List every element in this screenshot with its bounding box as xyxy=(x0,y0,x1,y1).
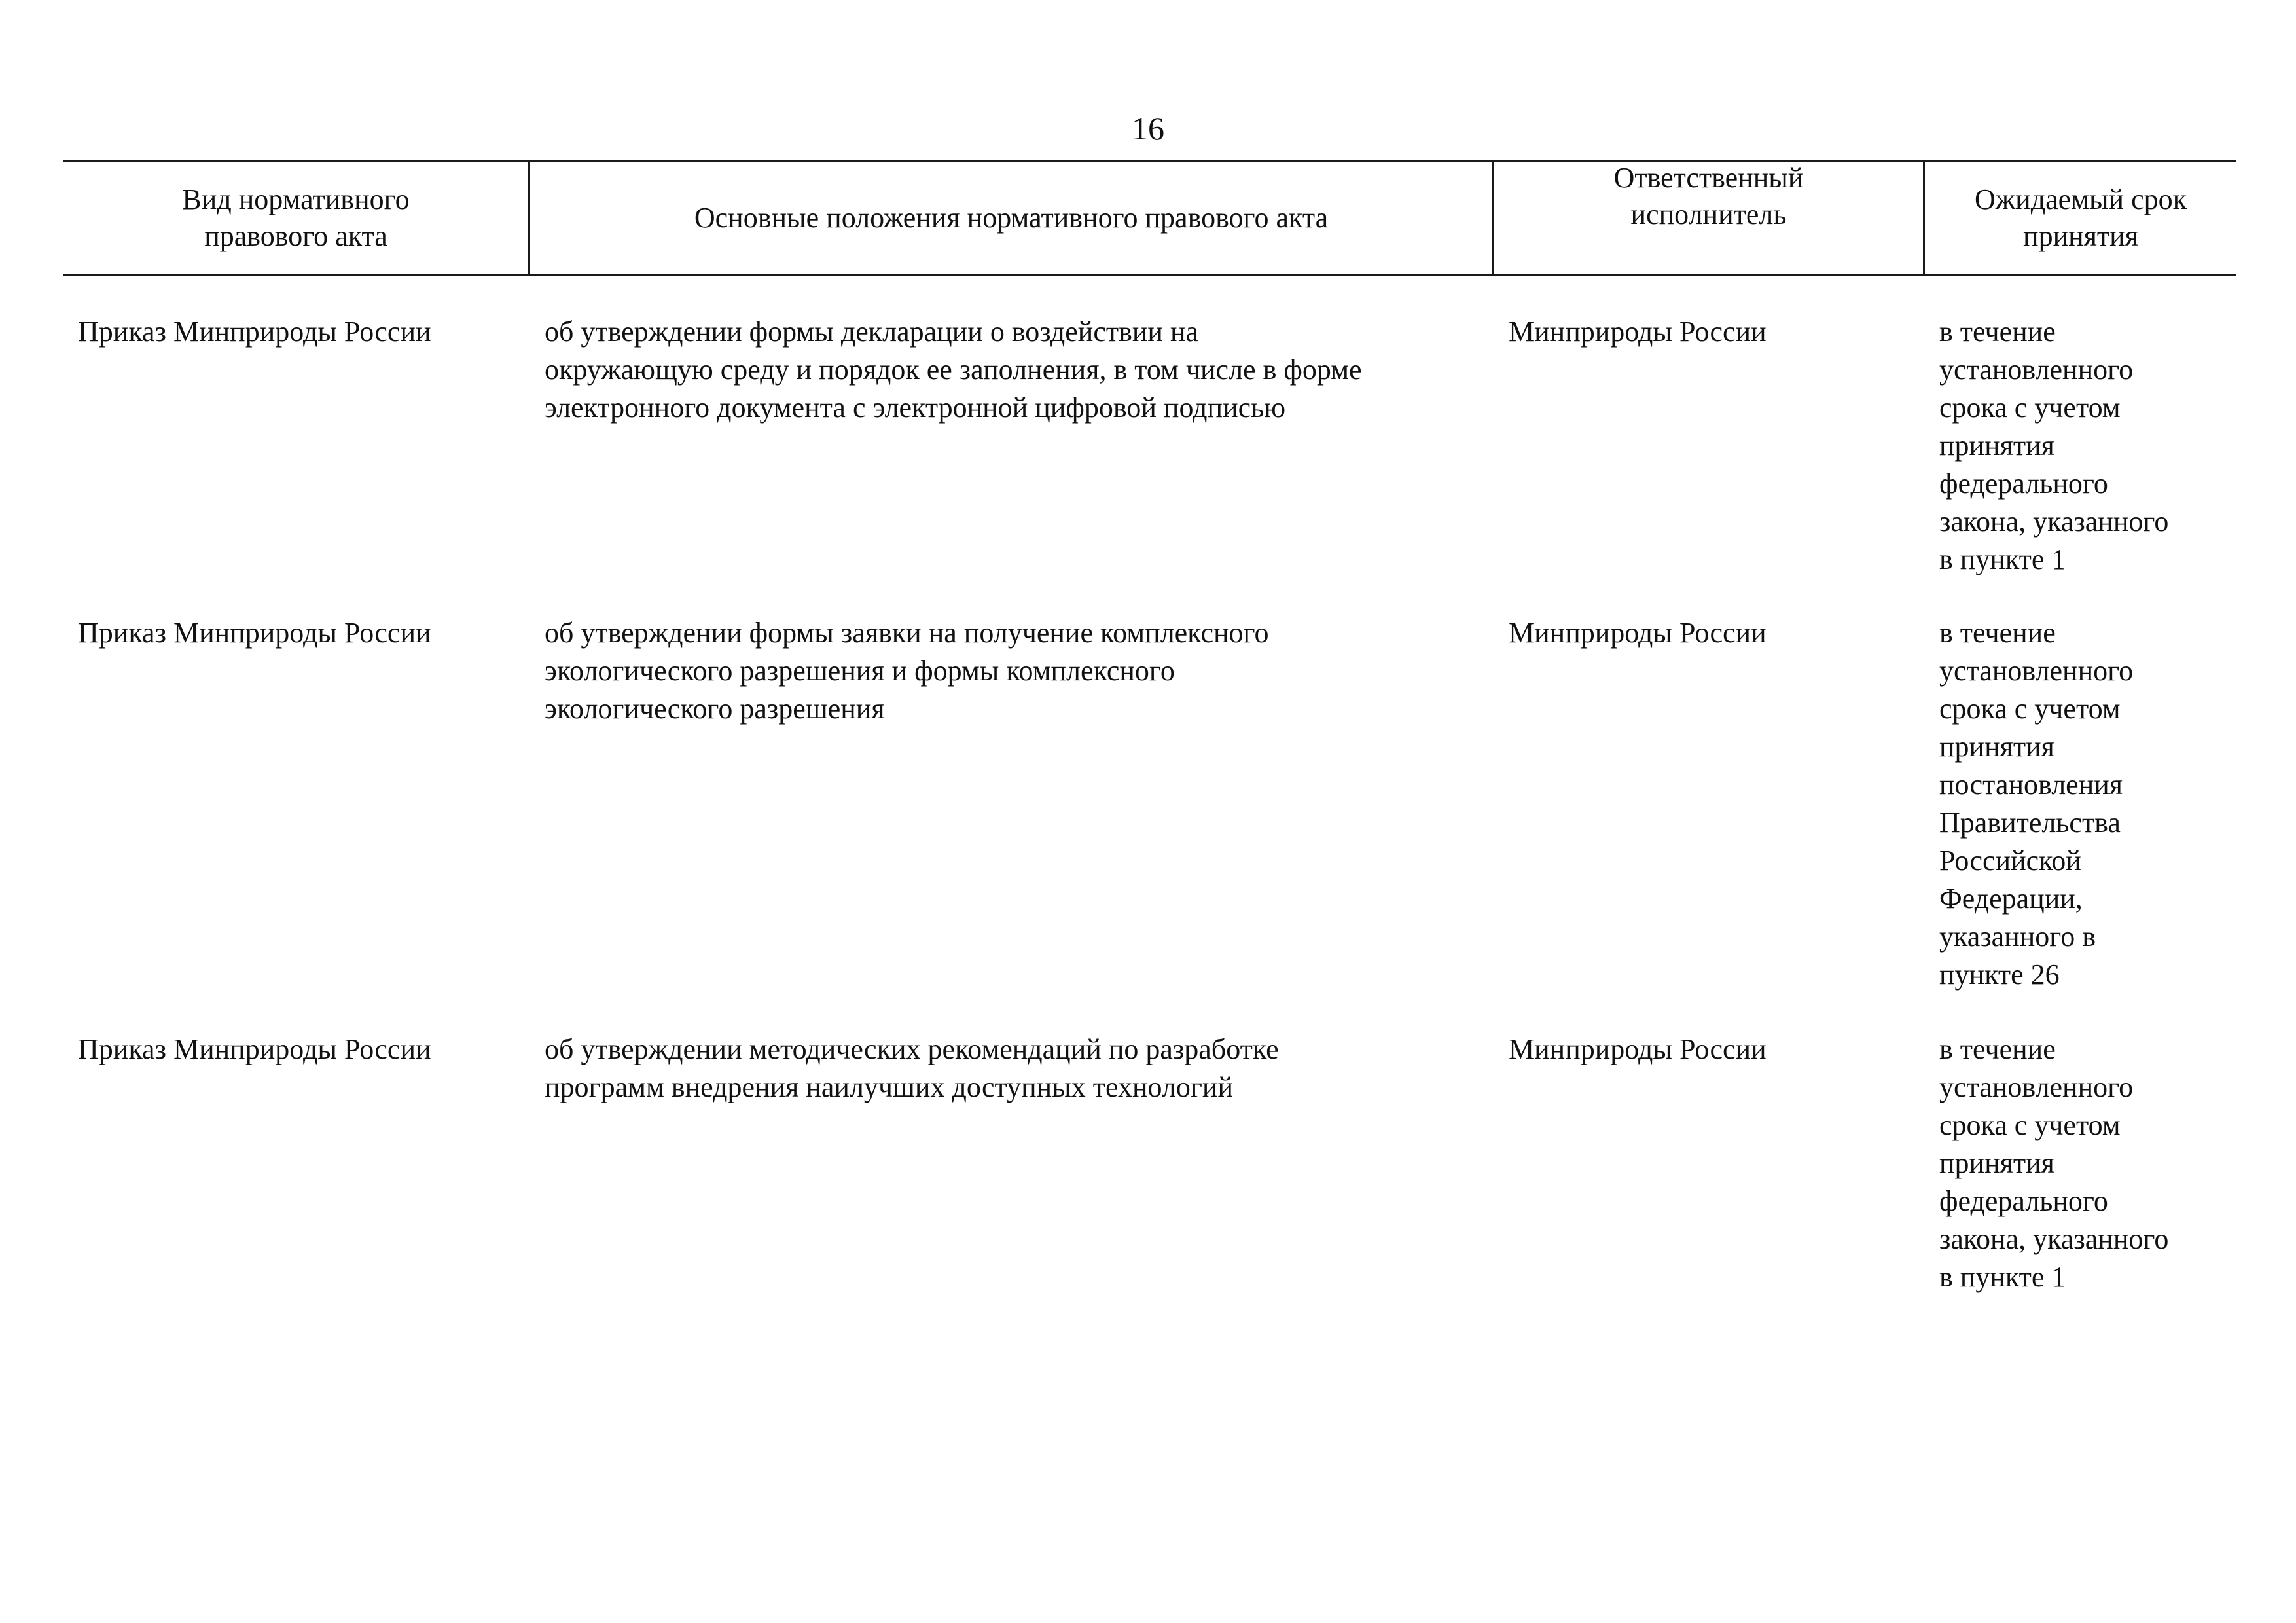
header-act-type xyxy=(63,162,528,274)
table-header xyxy=(63,160,2236,276)
provisions-cell: об утверждении формы заявки на получение комплексного экологического разрешения и формы комплексного экологического разрешения xyxy=(545,617,1269,725)
header-executor-label: Ответственный исполнитель xyxy=(1613,162,1804,230)
header-deadline xyxy=(1925,162,2236,274)
provisions-cell: об утверждении методических рекомендаций по разработке программ внедрения наилучших доступных технологий xyxy=(545,1033,1279,1103)
provisions-cell: об утверждении формы декларации о воздействии на окружающую среду и порядок ее заполнения, в том числе в форме электронного документа с электронной цифровой подписью xyxy=(545,316,1362,424)
header-act-type-label: Вид нормативного правового акта xyxy=(182,183,410,252)
act-type-cell: Приказ Минприроды России xyxy=(78,316,431,348)
executor-cell: Минприроды России xyxy=(1509,316,1767,348)
header-provisions-label: Основные положения нормативного правового акта xyxy=(694,202,1329,234)
deadline-cell: в течение установленного срока с учетом принятия постановления Правительства Российской Федерации, указанного в пункте 26 xyxy=(1939,617,2134,991)
executor-cell: Минприроды России xyxy=(1509,1033,1767,1065)
deadline-cell: в течение установленного срока с учетом принятия федерального закона, указанного в пункте 1 xyxy=(1939,316,2169,575)
header-executor xyxy=(1494,162,1923,274)
page-number: 16 xyxy=(1132,110,1164,147)
deadline-cell: в течение установленного срока с учетом принятия федерального закона, указанного в пункте 1 xyxy=(1939,1033,2169,1293)
header-provisions xyxy=(530,162,1492,274)
executor-cell: Минприроды России xyxy=(1509,617,1767,649)
act-type-cell: Приказ Минприроды России xyxy=(78,1033,431,1065)
act-type-cell: Приказ Минприроды России xyxy=(78,617,431,649)
header-deadline-label: Ожидаемый срок принятия xyxy=(1974,183,2187,252)
